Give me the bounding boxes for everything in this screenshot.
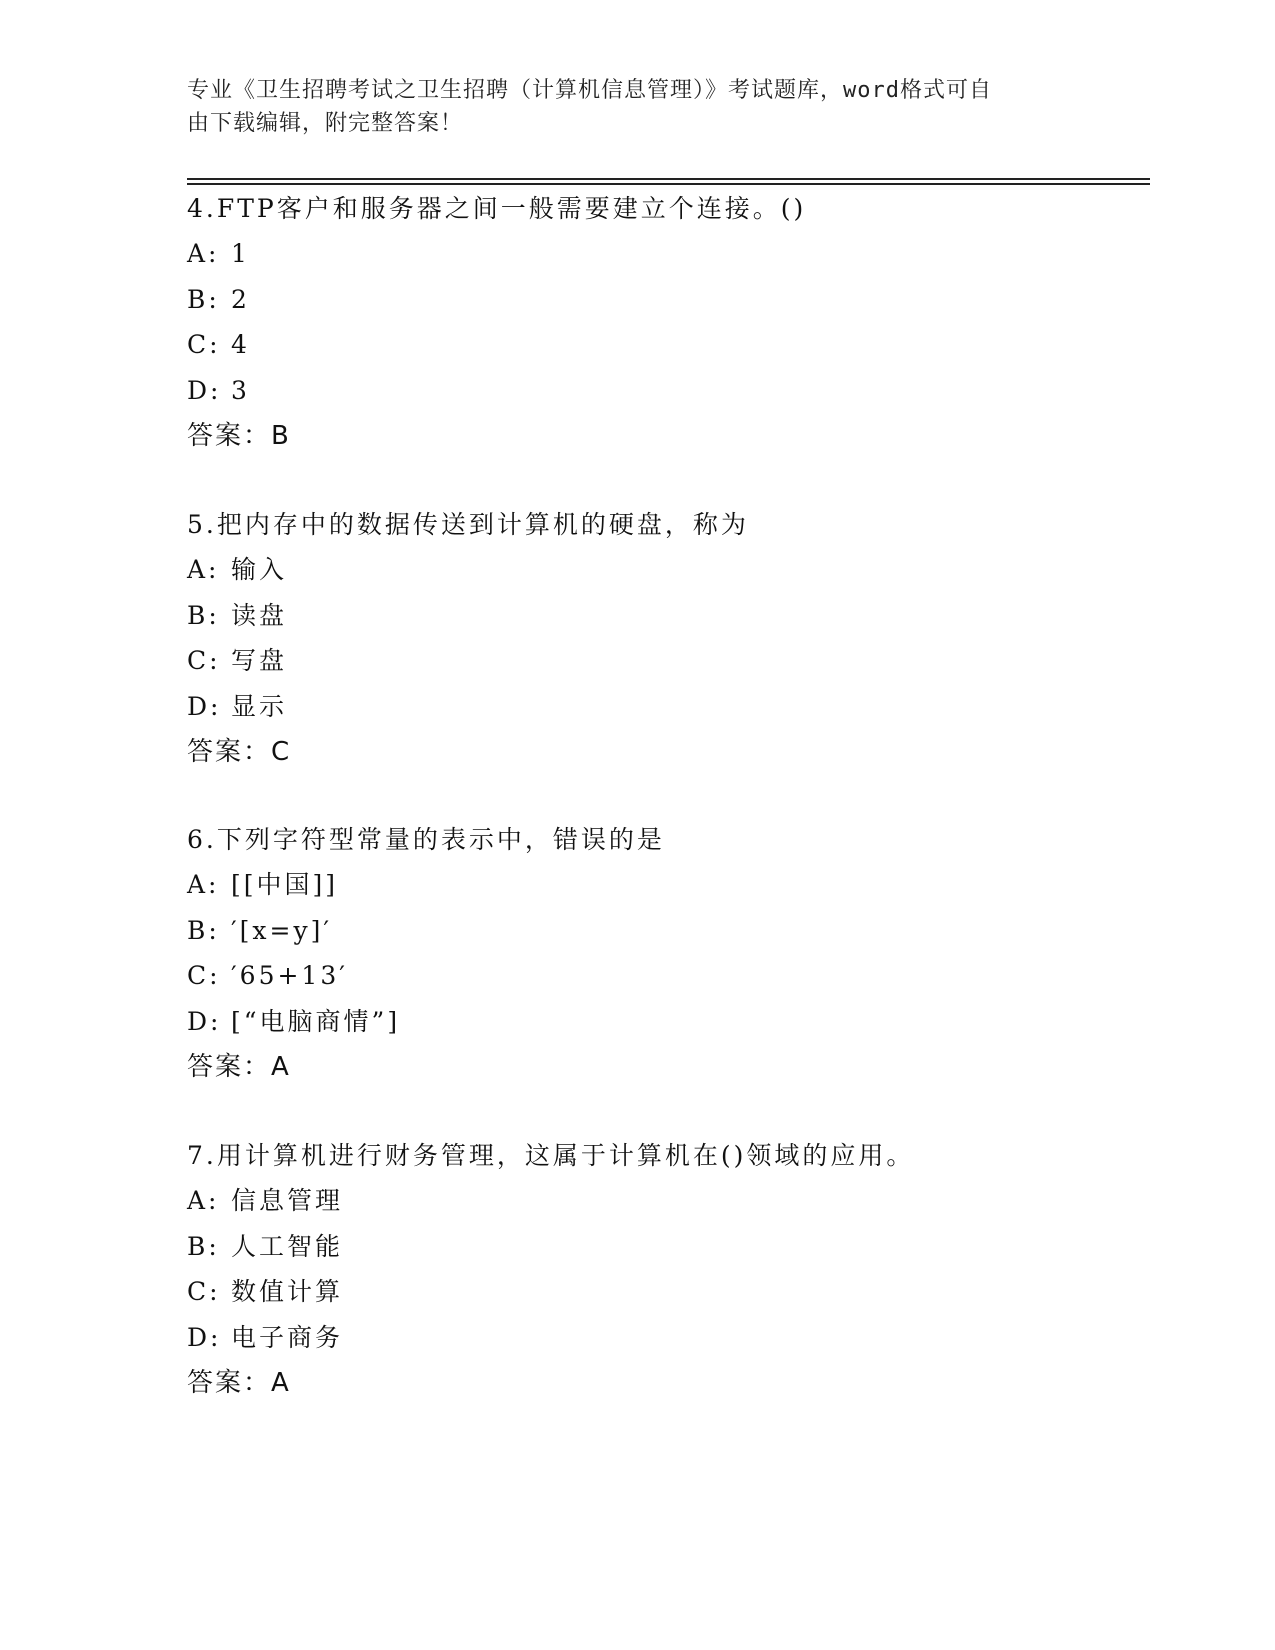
option-text: 信息管理 [231, 1186, 344, 1215]
option-d [187, 1315, 1147, 1361]
option-c [187, 322, 1147, 368]
option-text: 4 [231, 330, 250, 359]
option-key: A: [187, 870, 220, 899]
option-d [187, 684, 1147, 730]
option-key: A: [187, 555, 220, 584]
answer-line: 答案：C [187, 737, 292, 767]
option-c [187, 1269, 1147, 1315]
question-stem: 5.把内存中的数据传送到计算机的硬盘，称为 [187, 510, 749, 539]
option-text: [[中国]] [231, 870, 339, 899]
option-text: 输入 [231, 555, 288, 584]
answer-line: 答案：A [187, 1052, 291, 1082]
option-text: 人工智能 [231, 1231, 344, 1261]
option-text: 写盘 [231, 646, 288, 675]
option-text: ′[x=y]′ [231, 915, 333, 945]
option-key: B: [187, 600, 220, 630]
option-key: C: [187, 961, 221, 990]
option-c [187, 638, 1147, 684]
option-text: 数值计算 [231, 1277, 344, 1306]
option-text: 显示 [231, 691, 288, 721]
option-key: D: [187, 1322, 222, 1352]
option-key: D: [187, 1006, 222, 1036]
option-d [187, 368, 1147, 414]
header-line-1: 专业《卫生招聘考试之卫生招聘（计算机信息管理）》考试题库，word格式可自 [187, 78, 992, 103]
option-a [187, 547, 1147, 593]
option-key: D: [187, 691, 222, 721]
option-key: C: [187, 646, 221, 675]
option-key: B: [187, 284, 220, 314]
answer-line: 答案：B [187, 421, 291, 451]
option-b [187, 908, 1147, 954]
question-item [187, 502, 1147, 775]
option-key: D: [187, 375, 222, 405]
option-key: C: [187, 330, 221, 359]
option-a [187, 862, 1147, 908]
question-item [187, 817, 1147, 1090]
header-divider-top [187, 178, 1150, 180]
option-text: 2 [231, 284, 250, 314]
option-text: 3 [231, 375, 250, 405]
header-divider-bottom [187, 183, 1150, 185]
option-text: 读盘 [231, 600, 288, 630]
option-b [187, 1224, 1147, 1270]
option-text: 1 [231, 239, 250, 268]
header-line-2: 由下载编辑，附完整答案！ [187, 111, 464, 136]
option-text: [“电脑商情”] [231, 1006, 401, 1036]
option-text: 电子商务 [231, 1322, 344, 1352]
option-c [187, 953, 1147, 999]
question-stem: 4.FTP客户和服务器之间一般需要建立个连接。() [187, 194, 807, 223]
option-b [187, 593, 1147, 639]
answer-line: 答案：A [187, 1368, 291, 1398]
option-b [187, 277, 1147, 323]
question-item [187, 1133, 1147, 1406]
question-stem: 6.下列字符型常量的表示中，错误的是 [187, 825, 665, 854]
option-key: A: [187, 239, 220, 268]
option-key: B: [187, 915, 220, 945]
option-key: C: [187, 1277, 221, 1306]
question-item [187, 186, 1147, 459]
option-key: A: [187, 1186, 220, 1215]
document-header [187, 74, 1067, 140]
question-stem: 7.用计算机进行财务管理，这属于计算机在()领域的应用。 [187, 1141, 915, 1170]
option-key: B: [187, 1231, 220, 1261]
option-d [187, 999, 1147, 1045]
option-a [187, 1178, 1147, 1224]
option-text: ′65+13′ [231, 961, 348, 990]
option-a [187, 231, 1147, 277]
